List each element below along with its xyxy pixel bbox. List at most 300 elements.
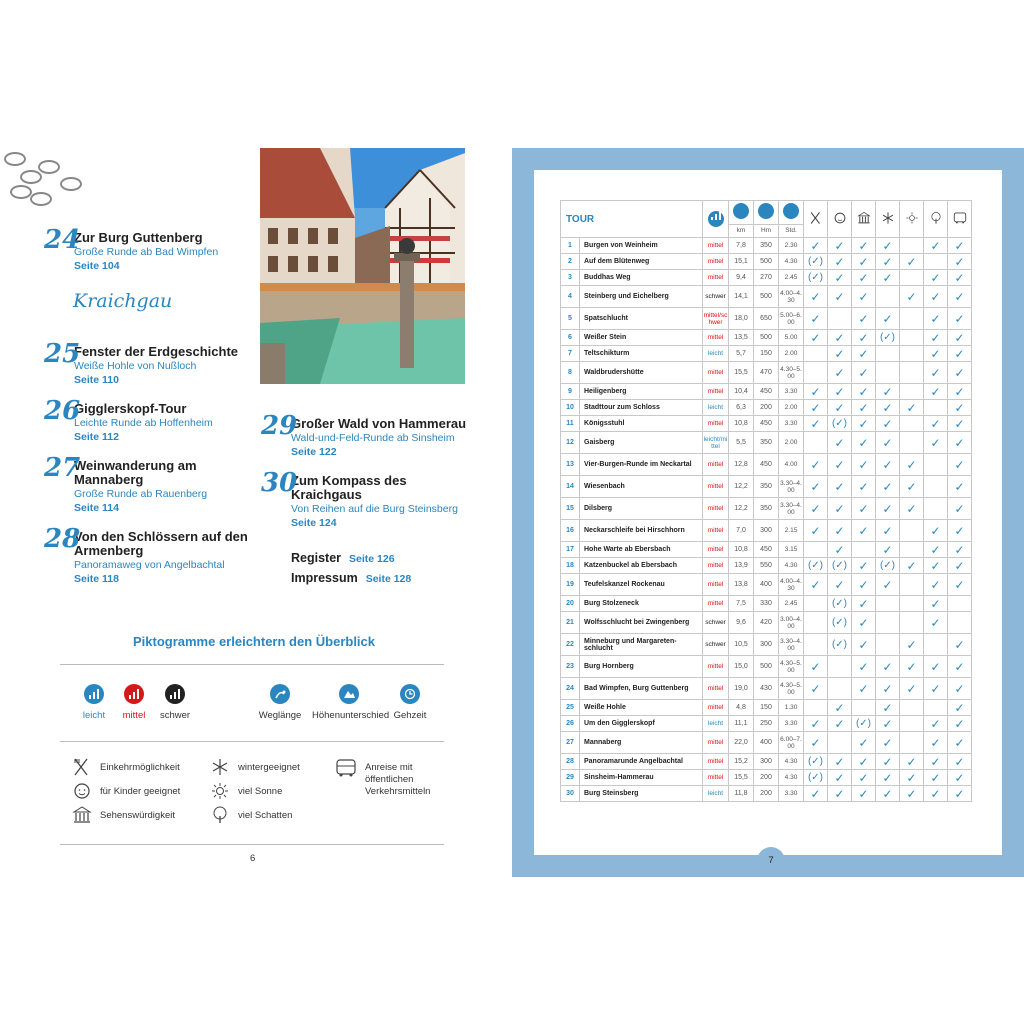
tour-std: 4.30 <box>779 770 804 786</box>
legend-label-line2: öffentlichen <box>365 774 414 785</box>
col-kinder <box>828 201 852 238</box>
register-link[interactable] <box>291 551 395 565</box>
tour-no: 11 <box>561 416 580 432</box>
page-number-left: 6 <box>250 853 256 864</box>
tour-std: 2.45 <box>779 596 804 612</box>
tour-no: 18 <box>561 558 580 574</box>
unit-std: Std. <box>779 224 804 237</box>
check-sehenswuerdigkeit: ✓ <box>852 678 876 700</box>
check-winter: ✓ <box>876 700 900 716</box>
check-winter: ✓ <box>876 270 900 286</box>
check-winter: ✓ <box>876 400 900 416</box>
tour-km: 9,6 <box>729 612 754 634</box>
check-einkehr: ✓ <box>804 656 828 678</box>
tour-difficulty: schwer <box>703 612 729 634</box>
check-sonne <box>900 362 924 384</box>
check-sonne <box>900 612 924 634</box>
tour-no: 7 <box>561 346 580 362</box>
check-sehenswuerdigkeit: ✓ <box>852 574 876 596</box>
legend-gehzeit <box>392 684 428 721</box>
check-winter: ✓ <box>876 384 900 400</box>
table-row <box>561 384 972 400</box>
tour-difficulty: mittel <box>703 520 729 542</box>
time-header <box>779 201 804 225</box>
legend-label: Höhenunterschied <box>312 710 390 721</box>
tour-hm: 300 <box>754 754 779 770</box>
check-sehenswuerdigkeit <box>852 700 876 716</box>
tour-no: 28 <box>561 754 580 770</box>
table-row <box>561 542 972 558</box>
check-einkehr: (✓) <box>804 254 828 270</box>
check-oepnv: ✓ <box>948 786 972 802</box>
impressum-link[interactable] <box>291 571 411 585</box>
tour-entry-27[interactable] <box>44 453 208 515</box>
tour-no: 22 <box>561 634 580 656</box>
check-einkehr: (✓) <box>804 770 828 786</box>
col-sehenswuerdigkeit <box>852 201 876 238</box>
tour-difficulty: mittel <box>703 362 729 384</box>
tour-no: 4 <box>561 286 580 308</box>
check-schatten: ✓ <box>924 362 948 384</box>
check-einkehr: (✓) <box>804 558 828 574</box>
legend-mittel <box>120 684 148 721</box>
tour-name: Königsstuhl <box>580 416 703 432</box>
check-sehenswuerdigkeit: ✓ <box>852 498 876 520</box>
check-kinder: ✓ <box>828 346 852 362</box>
tour-name: Wiesenbach <box>580 476 703 498</box>
table-row <box>561 732 972 754</box>
tour-hm: 450 <box>754 454 779 476</box>
tour-km: 7,8 <box>729 238 754 254</box>
check-oepnv: ✓ <box>948 520 972 542</box>
tour-hm: 300 <box>754 634 779 656</box>
tour-std: 1.30 <box>779 700 804 716</box>
tour-km: 15,5 <box>729 770 754 786</box>
tour-page: Seite 104 <box>74 260 120 272</box>
tour-no: 30 <box>561 786 580 802</box>
cutlery-icon <box>809 211 823 225</box>
tour-hm: 200 <box>754 786 779 802</box>
tour-km: 19,0 <box>729 678 754 700</box>
check-sehenswuerdigkeit: ✓ <box>852 254 876 270</box>
tour-entry-28[interactable] <box>44 524 248 586</box>
bus-icon <box>953 211 967 225</box>
table-row <box>561 574 972 596</box>
check-einkehr: ✓ <box>804 400 828 416</box>
tour-page: Seite 118 <box>74 573 119 585</box>
tour-std: 3.30–4.00 <box>779 634 804 656</box>
check-einkehr <box>804 596 828 612</box>
check-kinder: ✓ <box>828 286 852 308</box>
check-winter: ✓ <box>876 416 900 432</box>
tour-entry-30[interactable] <box>261 468 458 530</box>
legend-label: wintergeeignet <box>238 762 300 773</box>
check-kinder: ✓ <box>828 700 852 716</box>
check-einkehr: ✓ <box>804 308 828 330</box>
elevation-header <box>754 201 779 225</box>
check-sonne: ✓ <box>900 786 924 802</box>
child-icon <box>72 782 92 800</box>
tour-hm: 500 <box>754 330 779 346</box>
extra-page: Seite 128 <box>365 573 412 585</box>
tour-no: 2 <box>561 254 580 270</box>
tour-title: Von den Schlössern auf den <box>74 529 248 544</box>
tour-number: 28 <box>44 524 81 554</box>
check-schatten: ✓ <box>924 786 948 802</box>
table-row <box>561 286 972 308</box>
tour-hm: 500 <box>754 286 779 308</box>
tour-hm: 430 <box>754 678 779 700</box>
legend-hoehenunterschied <box>312 684 390 721</box>
table-row <box>561 612 972 634</box>
legend-weglaenge <box>258 684 302 721</box>
check-kinder: (✓) <box>828 634 852 656</box>
check-oepnv: ✓ <box>948 286 972 308</box>
check-sehenswuerdigkeit: ✓ <box>852 476 876 498</box>
check-sonne: ✓ <box>900 754 924 770</box>
check-oepnv: ✓ <box>948 498 972 520</box>
check-oepnv: ✓ <box>948 308 972 330</box>
check-sehenswuerdigkeit: ✓ <box>852 330 876 346</box>
check-schatten <box>924 400 948 416</box>
check-oepnv: ✓ <box>948 574 972 596</box>
tour-number: 26 <box>44 396 81 426</box>
tour-entry-25[interactable] <box>44 339 238 387</box>
tour-std: 4.30–5.00 <box>779 656 804 678</box>
tour-hm: 150 <box>754 700 779 716</box>
check-schatten: ✓ <box>924 678 948 700</box>
tour-std: 4.00 <box>779 454 804 476</box>
check-schatten: ✓ <box>924 432 948 454</box>
tour-subtitle: Leichte Runde ab Hoffenheim <box>74 417 213 429</box>
check-winter: ✓ <box>876 732 900 754</box>
tour-subtitle: Große Runde ab Bad Wimpfen <box>74 246 219 258</box>
check-winter: ✓ <box>876 716 900 732</box>
table-row <box>561 596 972 612</box>
table-row <box>561 678 972 700</box>
check-sehenswuerdigkeit: ✓ <box>852 454 876 476</box>
check-oepnv: ✓ <box>948 634 972 656</box>
tour-std: 3.15 <box>779 542 804 558</box>
tour-difficulty: mittel <box>703 454 729 476</box>
tour-difficulty: leicht/mittel <box>703 432 729 454</box>
table-row <box>561 498 972 520</box>
tour-name: Spatschlucht <box>580 308 703 330</box>
tour-hm: 330 <box>754 596 779 612</box>
table-row <box>561 770 972 786</box>
tour-number: 29 <box>261 411 298 441</box>
check-kinder: ✓ <box>828 786 852 802</box>
check-kinder: ✓ <box>828 270 852 286</box>
tour-difficulty: mittel <box>703 330 729 346</box>
check-einkehr: ✓ <box>804 678 828 700</box>
check-oepnv: ✓ <box>948 454 972 476</box>
check-schatten: ✓ <box>924 612 948 634</box>
check-sonne <box>900 384 924 400</box>
tour-no: 13 <box>561 454 580 476</box>
tour-km: 10,8 <box>729 416 754 432</box>
tour-std: 2.30 <box>779 238 804 254</box>
check-sonne <box>900 520 924 542</box>
check-sehenswuerdigkeit: ✓ <box>852 286 876 308</box>
tour-hm: 250 <box>754 716 779 732</box>
tour-hm: 470 <box>754 362 779 384</box>
tour-name: Minneburg und Margareten-schlucht <box>580 634 703 656</box>
tour-km: 13,8 <box>729 574 754 596</box>
check-schatten <box>924 476 948 498</box>
check-einkehr <box>804 634 828 656</box>
legend-kinder <box>72 782 180 800</box>
check-oepnv: ✓ <box>948 330 972 346</box>
check-schatten: ✓ <box>924 238 948 254</box>
check-kinder: ✓ <box>828 754 852 770</box>
tour-name: Weiße Hohle <box>580 700 703 716</box>
check-sonne: ✓ <box>900 770 924 786</box>
legend-einkehr <box>72 758 180 776</box>
tour-std: 5.00–6.00 <box>779 308 804 330</box>
tour-name: Gaisberg <box>580 432 703 454</box>
check-sonne <box>900 416 924 432</box>
check-sehenswuerdigkeit: ✓ <box>852 520 876 542</box>
difficulty-mittel-icon <box>124 684 144 704</box>
tour-difficulty: leicht <box>703 786 729 802</box>
check-einkehr: ✓ <box>804 732 828 754</box>
check-schatten: ✓ <box>924 754 948 770</box>
check-einkehr <box>804 542 828 558</box>
check-kinder: ✓ <box>828 716 852 732</box>
check-oepnv: ✓ <box>948 542 972 558</box>
tour-title: Zum Kompass des <box>291 473 407 488</box>
tour-no: 12 <box>561 432 580 454</box>
check-oepnv: ✓ <box>948 678 972 700</box>
check-sehenswuerdigkeit: ✓ <box>852 754 876 770</box>
tour-hm: 350 <box>754 432 779 454</box>
tour-hm: 450 <box>754 384 779 400</box>
table-row <box>561 270 972 286</box>
col-sonne <box>900 201 924 238</box>
check-kinder: ✓ <box>828 432 852 454</box>
check-schatten: ✓ <box>924 596 948 612</box>
check-schatten: ✓ <box>924 308 948 330</box>
check-kinder <box>828 308 852 330</box>
tour-km: 11,8 <box>729 786 754 802</box>
tour-name: Weißer Stein <box>580 330 703 346</box>
legend-label: viel Schatten <box>238 810 293 821</box>
check-schatten: ✓ <box>924 520 948 542</box>
table-row <box>561 558 972 574</box>
table-row <box>561 254 972 270</box>
tour-title: Gigglerskopf-Tour <box>74 401 187 416</box>
tour-number: 24 <box>44 225 81 255</box>
tour-hm: 400 <box>754 574 779 596</box>
divider <box>60 741 444 742</box>
tour-std: 3.00–4.00 <box>779 612 804 634</box>
check-oepnv: ✓ <box>948 558 972 574</box>
tour-subtitle: Panoramaweg von Angelbachtal <box>74 559 225 571</box>
tour-km: 15,1 <box>729 254 754 270</box>
tour-name: Auf dem Blütenweg <box>580 254 703 270</box>
tour-subtitle: Wald-und-Feld-Runde ab Sinsheim <box>291 432 455 444</box>
tour-name: Teufelskanzel Rockenau <box>580 574 703 596</box>
check-sonne: ✓ <box>900 656 924 678</box>
legend-label: Weglänge <box>258 710 302 721</box>
check-winter: ✓ <box>876 574 900 596</box>
tour-km: 12,8 <box>729 454 754 476</box>
tour-difficulty: schwer <box>703 286 729 308</box>
tour-title: Großer Wald von Hammerau <box>291 416 467 431</box>
tree-icon <box>210 806 230 824</box>
check-sehenswuerdigkeit: ✓ <box>852 270 876 286</box>
check-sehenswuerdigkeit: ✓ <box>852 612 876 634</box>
tour-hm: 420 <box>754 612 779 634</box>
tour-std: 4.30–5.00 <box>779 362 804 384</box>
legend-schatten <box>210 806 292 824</box>
unit-km: km <box>729 224 754 237</box>
divider <box>60 664 444 665</box>
check-kinder: ✓ <box>828 330 852 346</box>
tour-name: Buddhas Weg <box>580 270 703 286</box>
tour-km: 15,5 <box>729 362 754 384</box>
table-row <box>561 520 972 542</box>
check-sehenswuerdigkeit: ✓ <box>852 596 876 612</box>
check-einkehr: ✓ <box>804 384 828 400</box>
legend-leicht <box>80 684 108 721</box>
tour-no: 25 <box>561 700 580 716</box>
check-schatten: ✓ <box>924 330 948 346</box>
check-sehenswuerdigkeit: ✓ <box>852 416 876 432</box>
check-winter: ✓ <box>876 542 900 558</box>
check-oepnv: ✓ <box>948 362 972 384</box>
check-einkehr <box>804 362 828 384</box>
check-kinder: ✓ <box>828 384 852 400</box>
check-schatten: ✓ <box>924 416 948 432</box>
tour-title: Weinwanderung am <box>74 458 197 473</box>
check-winter: ✓ <box>876 238 900 254</box>
check-kinder <box>828 732 852 754</box>
check-winter: (✓) <box>876 330 900 346</box>
check-sehenswuerdigkeit: ✓ <box>852 400 876 416</box>
tour-km: 22,0 <box>729 732 754 754</box>
check-kinder: ✓ <box>828 520 852 542</box>
col-einkehr <box>804 201 828 238</box>
tour-std: 3.30 <box>779 416 804 432</box>
cutlery-icon <box>72 758 92 776</box>
tour-subtitle: Weiße Hohle von Nußloch <box>74 360 197 372</box>
check-schatten: ✓ <box>924 542 948 558</box>
tour-difficulty: mittel <box>703 770 729 786</box>
tour-no: 27 <box>561 732 580 754</box>
check-winter: ✓ <box>876 432 900 454</box>
check-winter: ✓ <box>876 254 900 270</box>
check-einkehr: (✓) <box>804 754 828 770</box>
table-row <box>561 362 972 384</box>
tour-km: 7,0 <box>729 520 754 542</box>
sun-icon <box>905 211 919 225</box>
overview-card <box>534 170 1002 855</box>
clock-icon <box>783 203 799 219</box>
tour-km: 10,4 <box>729 384 754 400</box>
check-einkehr: ✓ <box>804 498 828 520</box>
legend-label: Einkehrmöglichkeit <box>100 762 180 773</box>
check-schatten: ✓ <box>924 346 948 362</box>
tour-std: 2.15 <box>779 520 804 542</box>
tour-name: Hohe Warte ab Ebersbach <box>580 542 703 558</box>
tour-difficulty: leicht <box>703 346 729 362</box>
tour-difficulty: mittel <box>703 384 729 400</box>
tour-name: Steinberg und Eichelberg <box>580 286 703 308</box>
tour-title-line2: Kraichgaus <box>291 487 362 502</box>
check-sehenswuerdigkeit: ✓ <box>852 362 876 384</box>
tour-entry-29[interactable] <box>261 411 467 459</box>
tour-entry-26[interactable] <box>44 396 213 444</box>
tour-km: 10,5 <box>729 634 754 656</box>
tour-no: 29 <box>561 770 580 786</box>
table-row <box>561 634 972 656</box>
tour-difficulty: mittel <box>703 558 729 574</box>
tour-subtitle: Große Runde ab Rauenberg <box>74 488 208 500</box>
check-oepnv <box>948 612 972 634</box>
tour-name: Panoramarunde Angelbachtal <box>580 754 703 770</box>
tour-no: 8 <box>561 362 580 384</box>
snowflake-icon <box>881 211 895 225</box>
extra-label: Register <box>291 551 342 565</box>
check-sehenswuerdigkeit: ✓ <box>852 432 876 454</box>
tour-no: 16 <box>561 520 580 542</box>
tour-std: 4.30 <box>779 254 804 270</box>
check-schatten: ✓ <box>924 384 948 400</box>
tour-std: 2.00 <box>779 432 804 454</box>
check-sonne <box>900 732 924 754</box>
check-sehenswuerdigkeit <box>852 542 876 558</box>
tour-no: 26 <box>561 716 580 732</box>
tour-difficulty: mittel <box>703 574 729 596</box>
tour-page: Seite 114 <box>74 502 119 514</box>
check-einkehr <box>804 612 828 634</box>
check-sonne: ✓ <box>900 678 924 700</box>
tour-hm: 500 <box>754 656 779 678</box>
check-winter <box>876 596 900 612</box>
tour-hm: 350 <box>754 498 779 520</box>
table-header-row <box>561 201 972 225</box>
check-sonne: ✓ <box>900 634 924 656</box>
check-winter: ✓ <box>876 520 900 542</box>
check-schatten: ✓ <box>924 270 948 286</box>
check-sehenswuerdigkeit: ✓ <box>852 558 876 574</box>
check-kinder: ✓ <box>828 476 852 498</box>
check-oepnv: ✓ <box>948 254 972 270</box>
tour-std: 5.00 <box>779 330 804 346</box>
check-winter: ✓ <box>876 770 900 786</box>
legend-label: schwer <box>160 710 191 721</box>
legend-winter <box>210 758 300 776</box>
tour-name: Heiligenberg <box>580 384 703 400</box>
check-sehenswuerdigkeit: ✓ <box>852 634 876 656</box>
tour-name: Stadttour zum Schloss <box>580 400 703 416</box>
tour-km: 4,8 <box>729 700 754 716</box>
check-kinder: ✓ <box>828 770 852 786</box>
table-row <box>561 346 972 362</box>
check-sehenswuerdigkeit: ✓ <box>852 770 876 786</box>
tour-name: Burg Stolzeneck <box>580 596 703 612</box>
tour-difficulty: mittel <box>703 700 729 716</box>
tour-entry-24[interactable] <box>44 225 219 273</box>
check-sehenswuerdigkeit: ✓ <box>852 656 876 678</box>
tour-no: 9 <box>561 384 580 400</box>
tour-km: 15,2 <box>729 754 754 770</box>
check-einkehr <box>804 432 828 454</box>
tour-name: Neckarschleife bei Hirschhorn <box>580 520 703 542</box>
check-einkehr: ✓ <box>804 476 828 498</box>
